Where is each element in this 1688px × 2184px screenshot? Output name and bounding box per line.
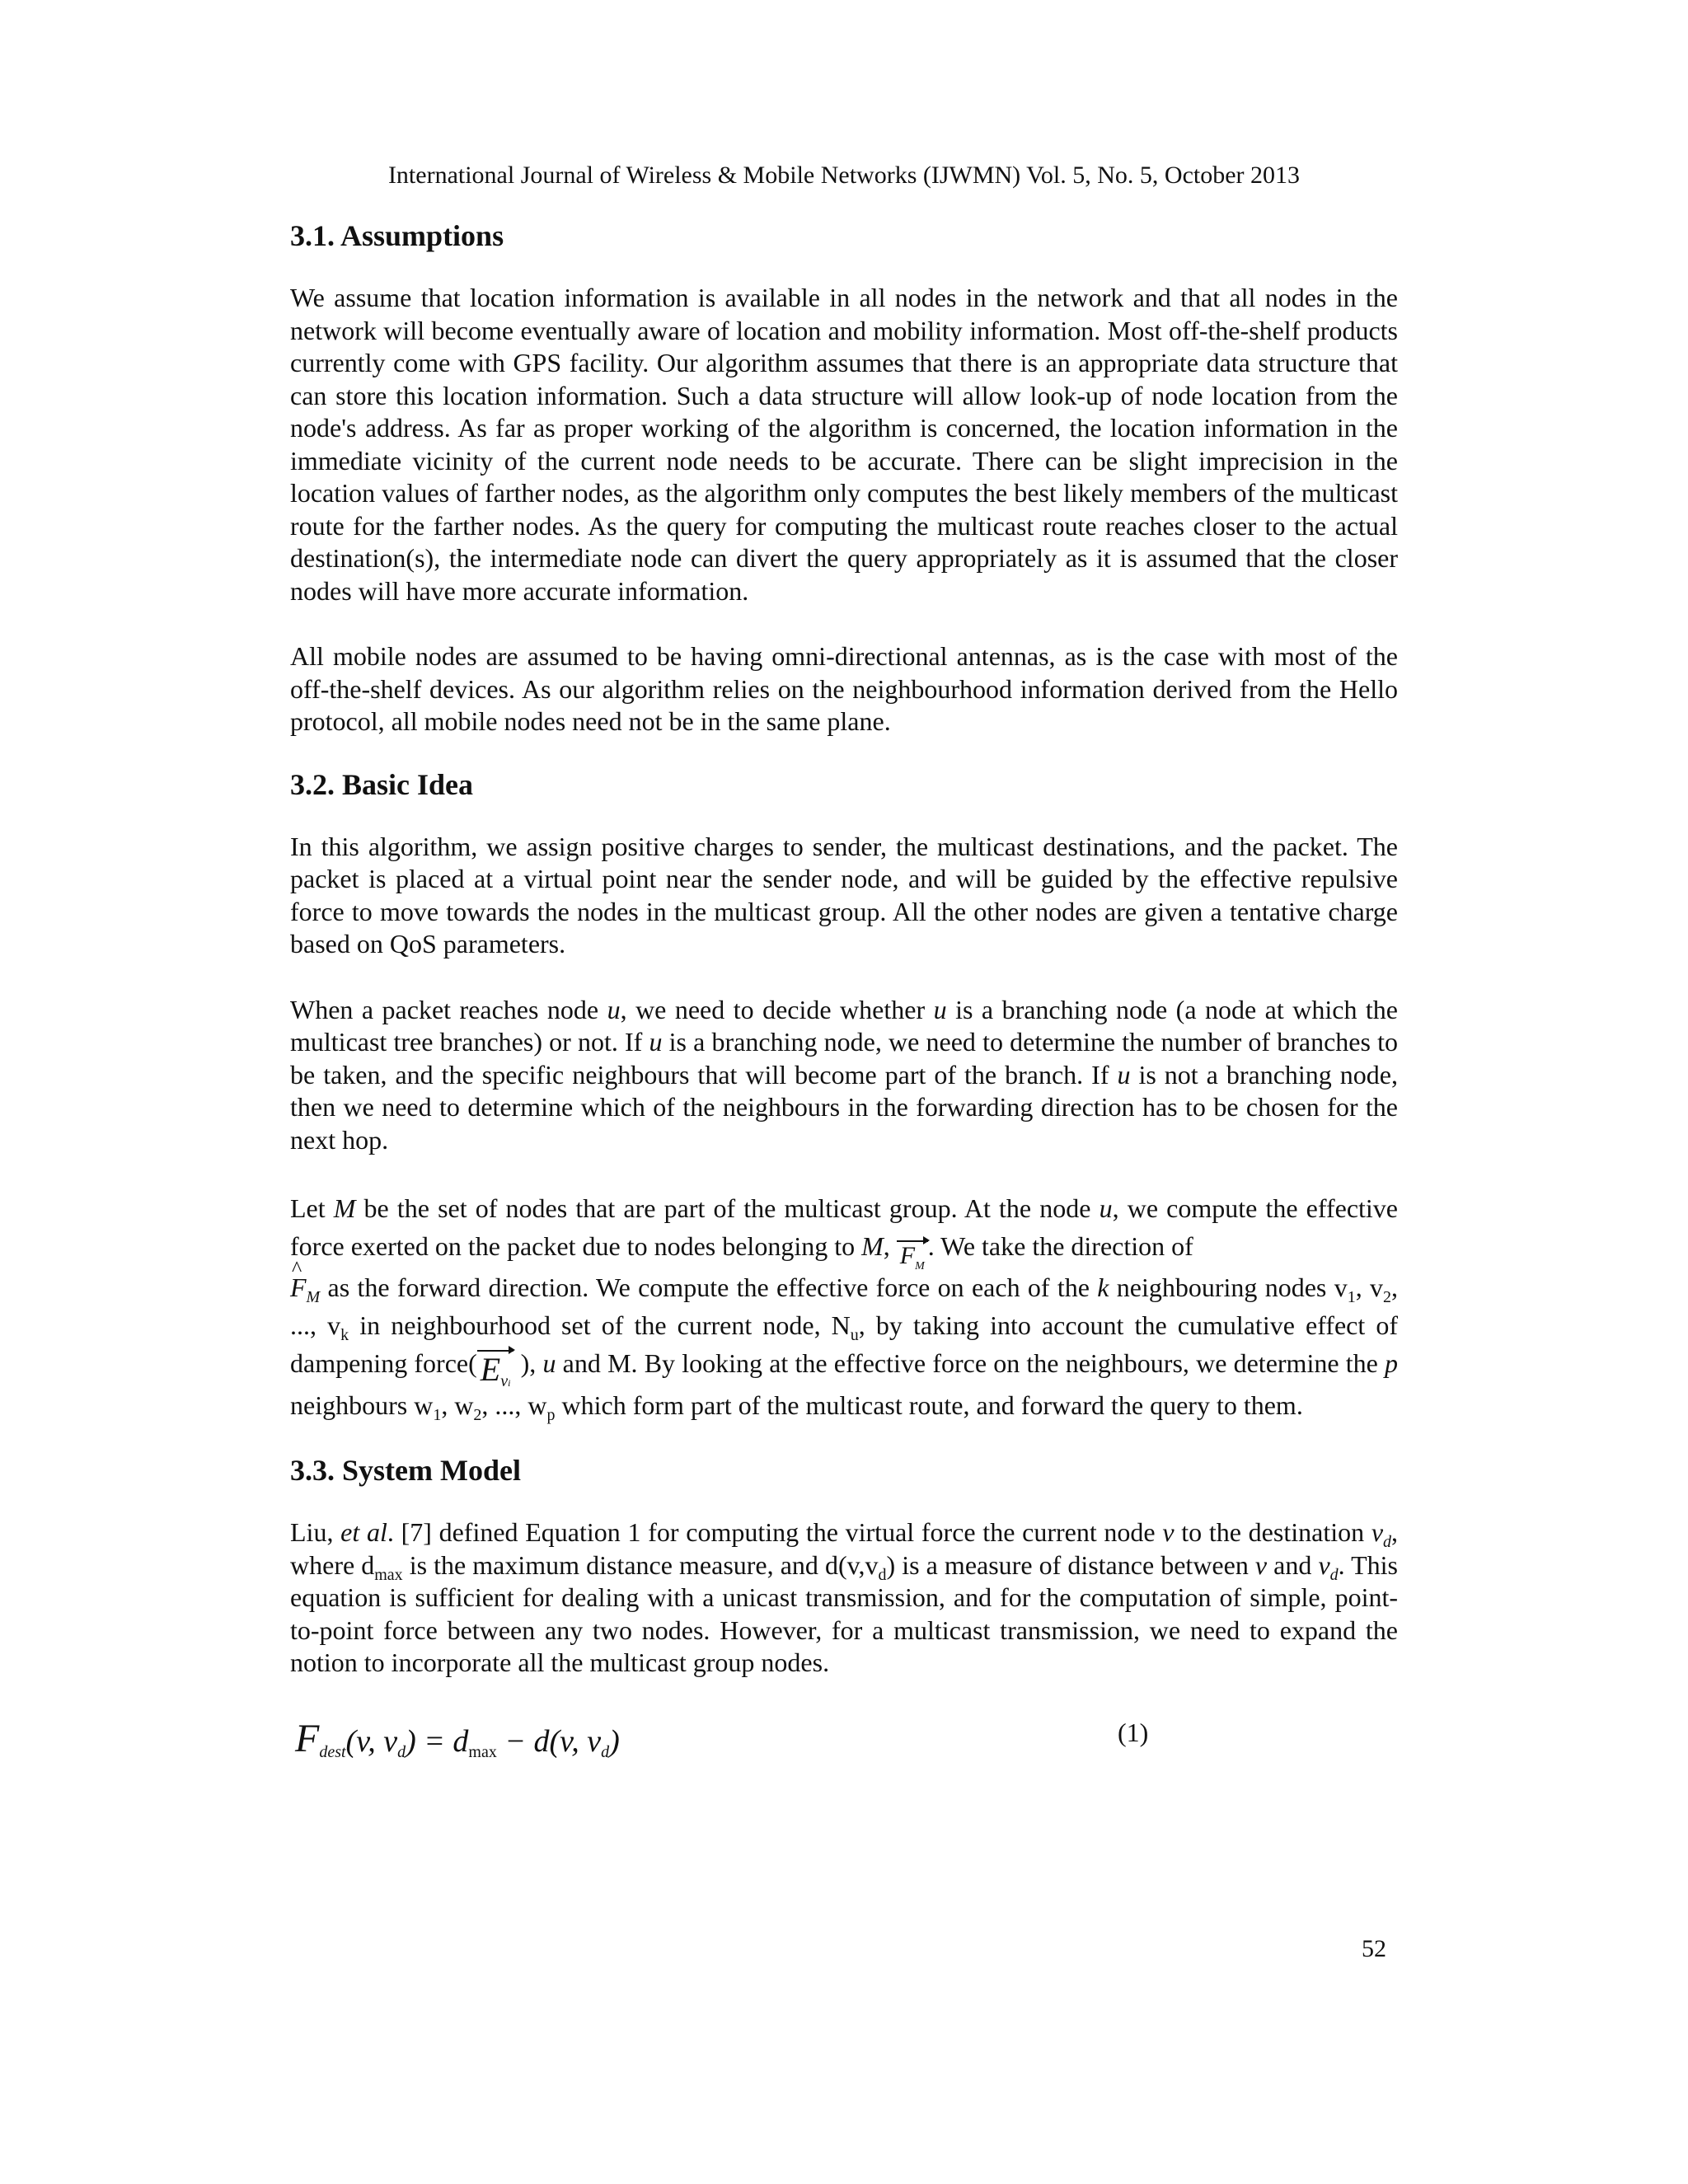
equation-number: (1) — [1118, 1717, 1149, 1747]
running-header: International Journal of Wireless & Mobile Networks (IJWMN) Vol. 5, No. 5, October 2013 — [387, 162, 1301, 189]
force-vector-symbol: $F_M$ — [897, 1244, 928, 1268]
paragraph: We assume that location information is available in all nodes in the network and that all nodes in the network will become eventually aware of location and mobility information. Most off-the-shelf products currently come with GPS facility. Our algorithm assumes that there is an appropriate data structure that can store this location information. Such a data structure will allow look-up of node location from the node's address. As far as proper working of the algorithm is concerned, the location information in the immediate vicinity of the current node needs to be accurate. There can be slight imprecision in the location values of farther nodes, as the algorithm only computes the best likely members of the multicast route for the farther nodes. As the query for computing the multicast route reaches closer to the actual destination(s), the intermediate node can divert the query appropriately as it is assumed that the closer nodes will have more accurate information. — [290, 283, 1398, 606]
dampening-force-symbol: $E_{vi}$ — [477, 1353, 514, 1386]
paragraph: Let M be the set of nodes that are part of the multicast group. At the node u, we compute the effective force exerted on the packet due to nodes belonging to M, $F_M$. We take the direction of ^ $F_M$ as the forward direction. We compute the effective force on each of the k neighbouring nodes $v_1$, $v_2$, ..., $v_k$ in neighbourhood set of the current node, $N_u$, by taking into account the cumulative effect of dampening force( $E_{vi}$ ), u and M. By looking at the effective force on the neighbours, we determine the p neighbours $w_1$, $w_2$, ..., $w_p$ which form part of the multicast route, and forward the query to them. — [290, 1189, 1398, 1424]
paragraph: Liu, et al. [7] defined Equation 1 for computing the virtual force the current node v to the destination $v_d$, where $d_{max}$ is the maximum distance measure, and $d(v,v_d)$ is a measure of distance between v and $v_d$. This equation is sufficient for dealing with a unicast transmission, and for the computation of simple, point-to-point force between any two nodes. However, for a multicast transmission, we need to expand the notion to incorporate all the multicast group nodes. — [290, 1517, 1399, 1677]
page-number: 52 — [1362, 1935, 1386, 1962]
paragraph: In this algorithm, we assign positive charges to sender, the multicast destinations, and the packet. The packet is placed at a virtual point near the sender node, and will be guided by the effective repulsive force to move towards the nodes in the multicast group. All the other nodes are given a tentative charge based on QoS parameters. — [290, 831, 1398, 958]
main-content — [290, 216, 1398, 1765]
section-heading-assumptions: 3.1. Assumptions — [290, 219, 504, 252]
equation-1 — [290, 1708, 1398, 1765]
paragraph: All mobile nodes are assumed to be having omni-directional antennas, as is the case with most of the off-the-shelf devices. As our algorithm relies on the neighbourhood information derived from the Hello protocol, all mobile nodes need not be in the same plane. — [290, 641, 1398, 736]
paragraph: When a packet reaches node u, we need to decide whether u is a branching node (a node at which the multicast tree branches) or not. If u is a branching node, we need to determine the number of branches to be taken, and the specific neighbours that will become part of the branch. If u is not a branching node, then we need to determine which of the neighbours in the forwarding direction has to be chosen for the next hop. — [290, 994, 1399, 1155]
unit-force-symbol: ^ $F_M$ — [290, 1268, 320, 1306]
section-heading-system-model: 3.3. System Model — [290, 1454, 521, 1487]
section-heading-basic-idea: 3.2. Basic Idea — [290, 767, 474, 801]
equation-body: $F_{dest}(v$, $v_d) = d_{max} - d(v$, $v_d$) — [295, 1716, 620, 1761]
